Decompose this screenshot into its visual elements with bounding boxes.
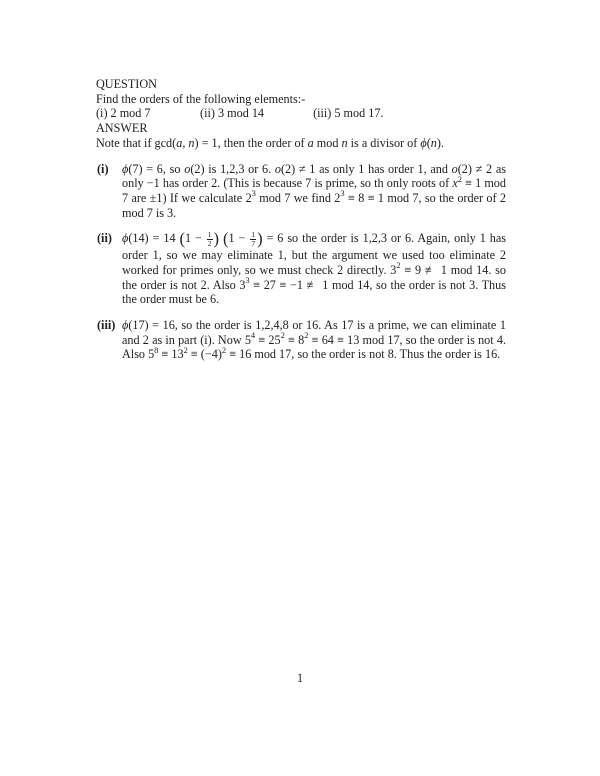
answer-item-i-label: (i) <box>97 161 109 176</box>
answer-item-i <box>96 162 506 221</box>
text-run: = 6 so the order is 1,2,3 or 6. Again, only 1 has order 1, so we may eliminate 1, but the argument we used too eliminate 2 worked for primes only, so we must check 2 directly. 3 <box>122 231 507 277</box>
answers-list <box>96 162 506 363</box>
question-parts-row <box>96 106 506 121</box>
math-var: ϕ <box>122 161 129 176</box>
text-run: ≡ (−4) <box>187 347 222 362</box>
text-run: ) = 1, then the order of <box>194 135 308 150</box>
question-part-ii: (ii) 3 mod 14 <box>200 106 265 121</box>
text-run: (2) is 1,2,3 or 6. <box>190 161 275 176</box>
math-var: n <box>341 135 348 150</box>
page-number: 1 <box>296 671 304 685</box>
math-var: o <box>451 161 458 176</box>
answer-item-ii <box>96 231 506 307</box>
superscript: 2 <box>457 173 462 184</box>
text-run: (17) = 16, so the order is 1,2,4,8 or 16. As 17 is a prime, we can eliminate 1 and 2 as in part (i). Now 5 <box>122 318 506 347</box>
text-run: ≡ 8 <box>284 332 305 347</box>
question-part-i: (i) 2 mod 7 <box>96 106 151 121</box>
text-run: (7) = 6, so <box>128 161 185 176</box>
answer-item-iii-text <box>122 318 506 361</box>
text-run: (2) ≠ 1 as only 1 has order 1, and <box>280 161 452 176</box>
math-var: ϕ <box>122 231 129 246</box>
text-run: is a divisor of <box>347 135 421 150</box>
answer-item-iii <box>96 318 506 362</box>
text-run: ≡ 13 <box>158 347 184 362</box>
superscript: 2 <box>396 260 401 271</box>
math-var: a, n <box>176 135 195 150</box>
superscript: 2 <box>280 330 285 341</box>
text-run: 1 − <box>184 231 206 246</box>
text-run: ≡ 27 ≡ −1 ≢ 1 mod 14, so the order is not 3. Thus the order must be 6. <box>122 277 506 307</box>
text-run: ≡ 64 ≡ 13 mod 17, so the order is not 4. Also 5 <box>122 332 506 362</box>
big-paren: ( <box>179 229 185 249</box>
text-run: ≡ 1 mod 7 are ±1) If we calculate 2 <box>122 176 506 205</box>
math-var: n <box>430 135 437 150</box>
text-run: ≡ 9 ≢ 1 mod 14. so the order is not 2. Also 3 <box>122 262 506 292</box>
big-paren: ( <box>222 229 229 249</box>
answer-label: ANSWER <box>96 121 148 136</box>
answer-item-iii-label: (iii) <box>97 318 116 333</box>
superscript: 3 <box>340 188 345 199</box>
superscript: 2 <box>183 344 188 355</box>
big-paren: ) <box>213 229 220 249</box>
text-block <box>96 77 506 362</box>
text-run: ≡ 8 ≡ 1 mod 7, so the order of 2 mod 7 is 3. <box>122 190 506 220</box>
text-run: 1 − <box>228 231 250 246</box>
math-var: x <box>452 176 458 191</box>
fraction: $\frac{1}{2}$ <box>207 230 212 249</box>
answer-item-i-text <box>122 162 506 220</box>
question-prompt: Find the orders of the following elements:- <box>96 91 306 106</box>
text-run: ). <box>436 135 444 150</box>
text-run: ≡ 25 <box>255 332 281 347</box>
answer-item-ii-label: (ii) <box>97 231 112 246</box>
text-run: ( <box>426 135 431 150</box>
note-line <box>96 136 506 151</box>
text-run: mod 7 we find 2 <box>255 190 341 205</box>
math-var: o <box>274 161 281 176</box>
superscript: 2 <box>304 330 309 341</box>
fraction: $\frac{1}{7}$ <box>251 230 256 249</box>
superscript: 3 <box>251 188 256 199</box>
math-var: a <box>307 135 314 150</box>
superscript: 4 <box>250 330 256 341</box>
question-label: QUESTION <box>96 77 157 91</box>
question-part-iii: (iii) 5 mod 17. <box>313 106 384 121</box>
text-run: Note that if gcd( <box>96 135 177 150</box>
math-var: ϕ <box>420 135 427 150</box>
text-run: (14) = 14 <box>128 231 180 246</box>
text-run: ≡ 16 mod 17, so the order is not 8. Thus the order is 16. <box>226 347 501 362</box>
math-var: ϕ <box>122 318 129 333</box>
text-run: mod <box>313 135 342 150</box>
superscript: 2 <box>221 344 227 355</box>
superscript: 8 <box>154 344 159 355</box>
text-run: (2) ≠ 2 as only −1 has order 2. (This is because 7 is prime, so th only roots of <box>122 161 507 191</box>
big-paren: ) <box>257 229 263 249</box>
math-var: o <box>184 161 191 176</box>
answer-item-ii-text <box>122 231 506 306</box>
superscript: 3 <box>245 275 250 286</box>
